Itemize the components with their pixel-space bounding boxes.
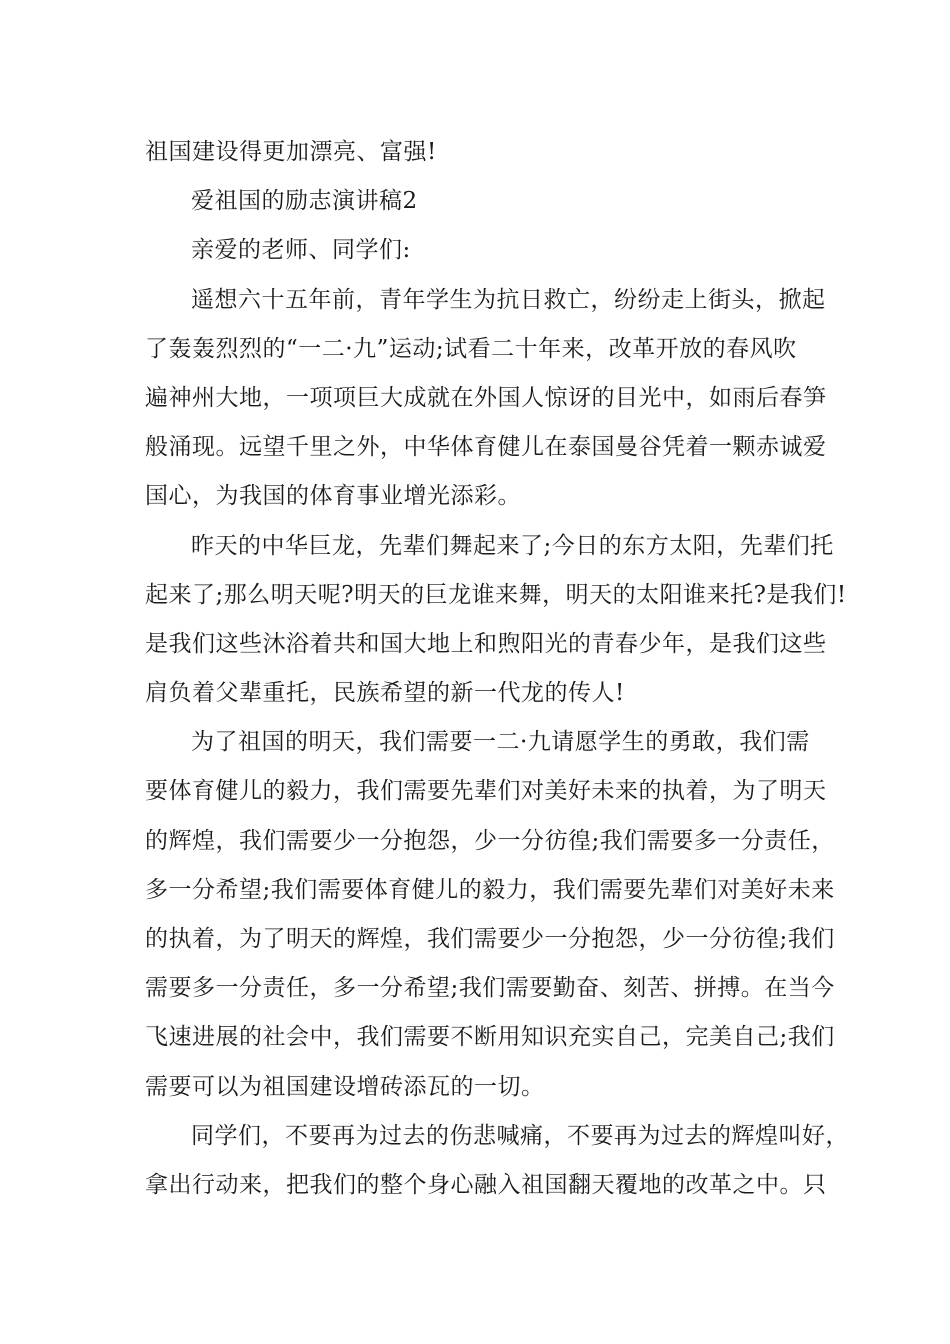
text-line: 拿出行动来，把我们的整个身心融入祖国翻天覆地的改革之中。只 [145, 1171, 827, 1198]
document-body [145, 128, 849, 1210]
text-line: 遥想六十五年前，青年学生为抗日救亡，纷纷走上街头，掀起 [191, 286, 826, 313]
text-line: 多一分希望;我们需要体育健儿的毅力，我们需要先辈们对美好未来 [145, 876, 835, 903]
text-line: 了轰轰烈烈的“一二·九”运动;试看二十年来，改革开放的春风吹 [145, 335, 797, 362]
section-heading: 爱祖国的励志演讲稿2 [191, 188, 418, 215]
text-line: 要体育健儿的毅力，我们需要先辈们对美好未来的执着，为了明天 [145, 778, 827, 805]
text-line: 国心，为我国的体育事业增光添彩。 [145, 483, 521, 510]
text-line: 昨天的中华巨龙，先辈们舞起来了;今日的东方太阳，先辈们托 [191, 532, 834, 559]
text-line: 需要可以为祖国建设增砖添瓦的一切。 [145, 1073, 545, 1100]
text-line: 为了祖国的明天，我们需要一二·九请愿学生的勇敢，我们需 [191, 729, 810, 756]
salutation: 亲爱的老师、同学们: [191, 237, 411, 264]
text-line: 的辉煌，我们需要少一分抱怨，少一分彷徨;我们需要多一分责任， [145, 827, 835, 854]
text-line: 祖国建设得更加漂亮、富强! [145, 139, 437, 165]
text-line: 遍神州大地，一项项巨大成就在外国人惊讶的目光中，如雨后春笋 [145, 384, 827, 411]
text-line: 般涌现。远望千里之外，中华体育健儿在泰国曼谷凭着一颗赤诚爱 [145, 434, 827, 461]
text-line: 飞速进展的社会中，我们需要不断用知识充实自己，完美自己;我们 [145, 1024, 835, 1051]
text-line: 同学们，不要再为过去的伤悲喊痛，不要再为过去的辉煌叫好， [191, 1122, 849, 1149]
text-line: 需要多一分责任，多一分希望;我们需要勤奋、刻苦、拼搏。在当今 [145, 975, 835, 1002]
text-line: 起来了;那么明天呢?明天的巨龙谁来舞，明天的太阳谁来托?是我们! [145, 581, 847, 608]
text-line: 是我们这些沐浴着共和国大地上和煦阳光的青春少年，是我们这些 [145, 630, 827, 657]
text-line: 肩负着父辈重托，民族希望的新一代龙的传人! [145, 680, 625, 707]
text-line: 的执着，为了明天的辉煌，我们需要少一分抱怨，少一分彷徨;我们 [145, 926, 835, 952]
